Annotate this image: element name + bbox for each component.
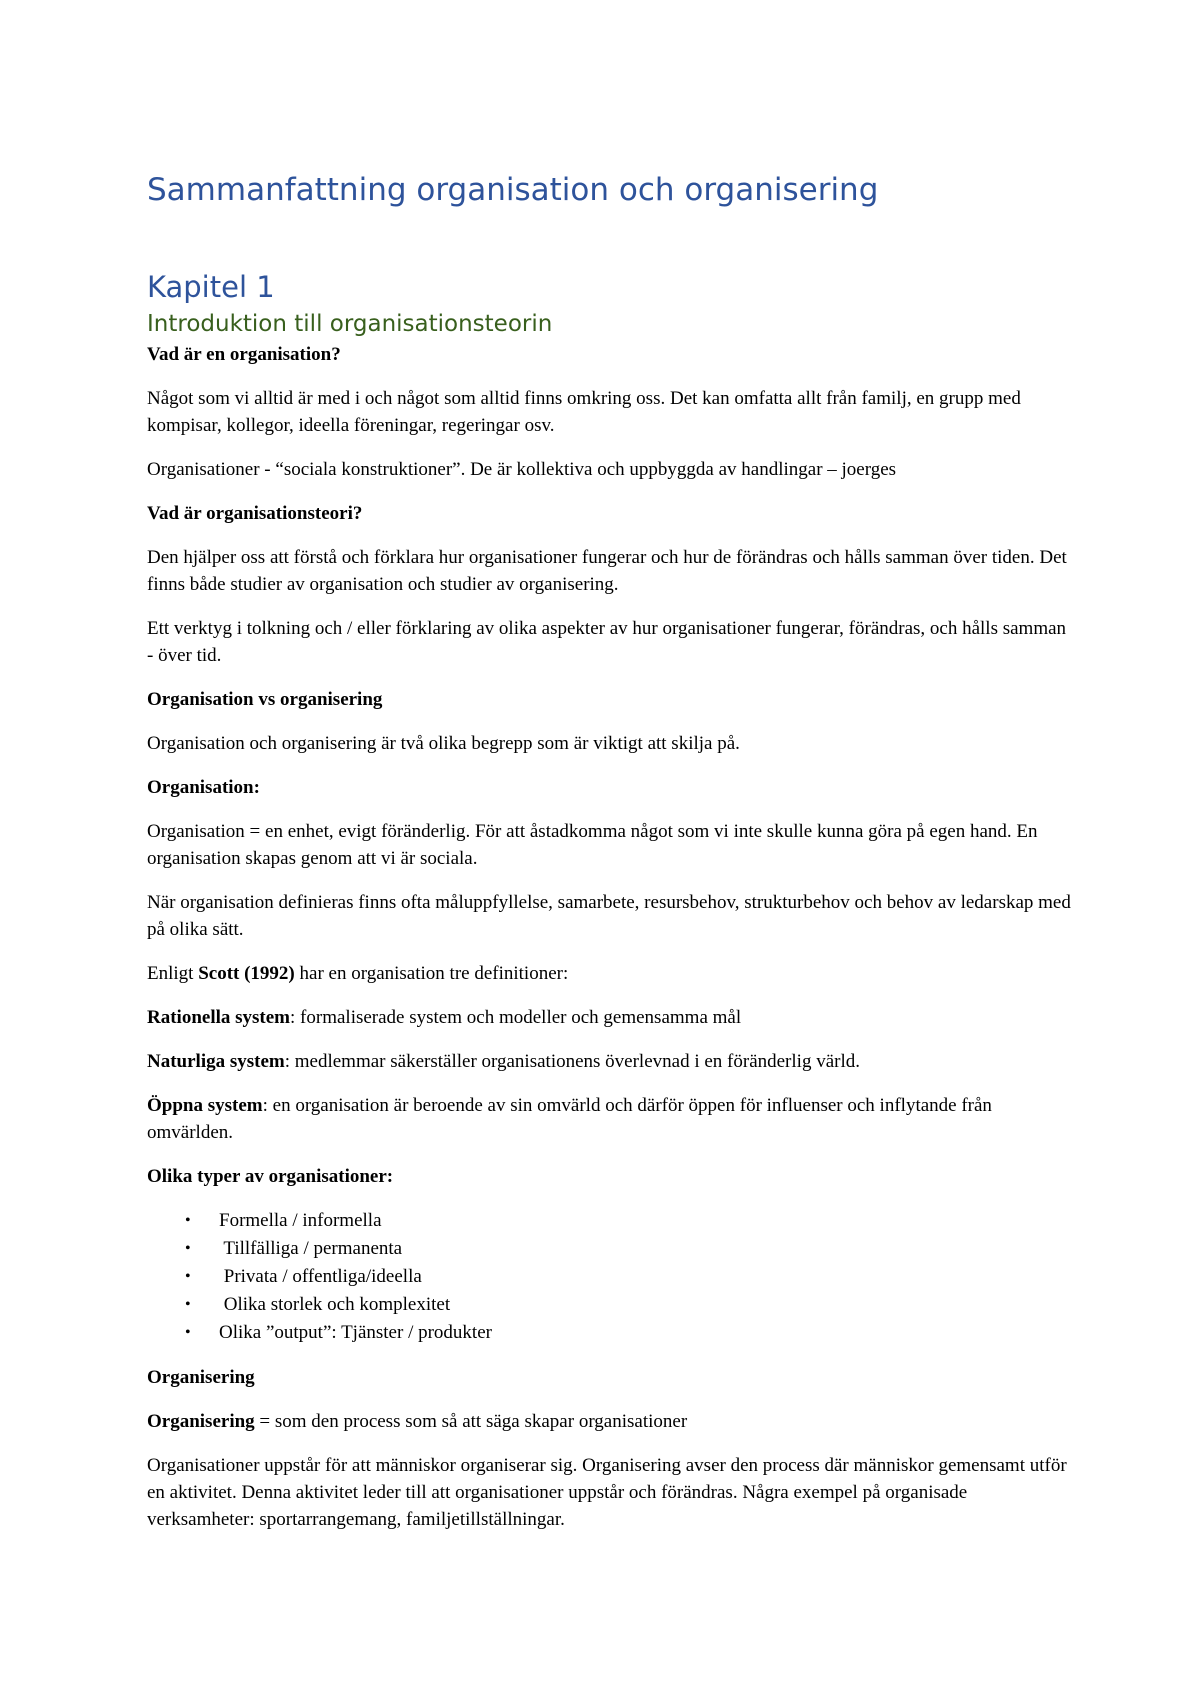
bullet-icon: • — [185, 1296, 191, 1313]
list-item — [147, 1263, 1077, 1291]
document-page — [147, 160, 1077, 1550]
definition-rationella — [147, 1004, 1077, 1031]
subheading: Organisering — [147, 1367, 255, 1388]
list-item-text: Formella / informella — [219, 1210, 382, 1231]
list-item-text: Tillfälliga / permanenta — [219, 1238, 403, 1259]
bullet-icon: • — [185, 1324, 191, 1341]
subheading: Olika typer av organisationer: — [147, 1166, 394, 1187]
document-title: Sammanfattning organisation och organisering — [147, 172, 879, 208]
paragraph: När organisation definieras finns ofta måluppfyllelse, samarbete, resursbehov, strukturbehov och behov av ledarskap med på olika sätt. — [147, 892, 1071, 940]
text: har en organisation tre definitioner: — [294, 963, 569, 984]
list-item-text: Olika storlek och komplexitet — [219, 1294, 451, 1315]
paragraph: Den hjälper oss att förstå och förklara hur organisationer fungerar och hur de förändras och hålls samman över tiden. Det finns både studier av organisation och studier av organisering. — [147, 547, 1067, 595]
paragraph: Ett verktyg i tolkning och / eller förklaring av olika aspekter av hur organisationer fungerar, förändras, och hålls samman - över tid. — [147, 618, 1067, 666]
list-item — [147, 1319, 1077, 1347]
definition-naturliga — [147, 1048, 1077, 1075]
bullet-icon: • — [185, 1268, 191, 1285]
question-heading: Vad är en organisation? — [147, 344, 341, 365]
section-heading: Introduktion till organisationsteorin — [147, 311, 553, 337]
subheading: Organisation vs organisering — [147, 689, 383, 710]
paragraph — [147, 1408, 1077, 1435]
subheading: Organisation: — [147, 777, 260, 798]
list-item — [147, 1291, 1077, 1319]
organization-types-list — [147, 1207, 1077, 1347]
text: Enligt — [147, 963, 199, 984]
definition-text: : formaliserade system och modeller och gemensamma mål — [290, 1007, 742, 1028]
definition-text: : en organisation är beroende av sin omvärld och därför öppen för influenser och inflytande från omvärlden. — [147, 1095, 992, 1143]
paragraph: Organisationer uppstår för att människor organiserar sig. Organisering avser den process där människor gemensamt utför en aktivitet. Denna aktivitet leder till att organisationer uppstår och förändras. Några exempel på organisade verksamheter: sportarrangemang, familjetillställningar. — [147, 1455, 1067, 1530]
citation: Scott (1992) — [198, 963, 295, 984]
definition-oppna — [147, 1092, 1077, 1146]
paragraph: Organisationer - “sociala konstruktioner”. De är kollektiva och uppbyggda av handlingar – joerges — [147, 459, 897, 480]
list-item-text: Olika ”output”: Tjänster / produkter — [219, 1322, 492, 1343]
term: Organisering — [147, 1411, 255, 1432]
text: = som den process som så att säga skapar organisationer — [254, 1411, 688, 1432]
list-item — [147, 1207, 1077, 1235]
paragraph — [147, 960, 1077, 987]
list-item-text: Privata / offentliga/ideella — [219, 1266, 422, 1287]
chapter-heading: Kapitel 1 — [147, 270, 275, 304]
definition-term: Öppna system — [147, 1095, 263, 1116]
paragraph: Organisation och organisering är två olika begrepp som är viktigt att skilja på. — [147, 733, 740, 754]
question-heading: Vad är organisationsteori? — [147, 503, 363, 524]
paragraph: Organisation = en enhet, evigt föränderlig. För att åstadkomma något som vi inte skulle kunna göra på egen hand. En organisation skapas genom att vi är sociala. — [147, 821, 1038, 869]
definition-text: : medlemmar säkerställer organisationens överlevnad i en föränderlig värld. — [284, 1051, 860, 1072]
definition-term: Naturliga system — [147, 1051, 285, 1072]
paragraph: Något som vi alltid är med i och något som alltid finns omkring oss. Det kan omfatta allt från familj, en grupp med kompisar, kollegor, ideella föreningar, regeringar osv. — [147, 388, 1021, 436]
definition-term: Rationella system — [147, 1007, 291, 1028]
list-item — [147, 1235, 1077, 1263]
bullet-icon: • — [185, 1240, 191, 1257]
bullet-icon: • — [185, 1212, 191, 1229]
